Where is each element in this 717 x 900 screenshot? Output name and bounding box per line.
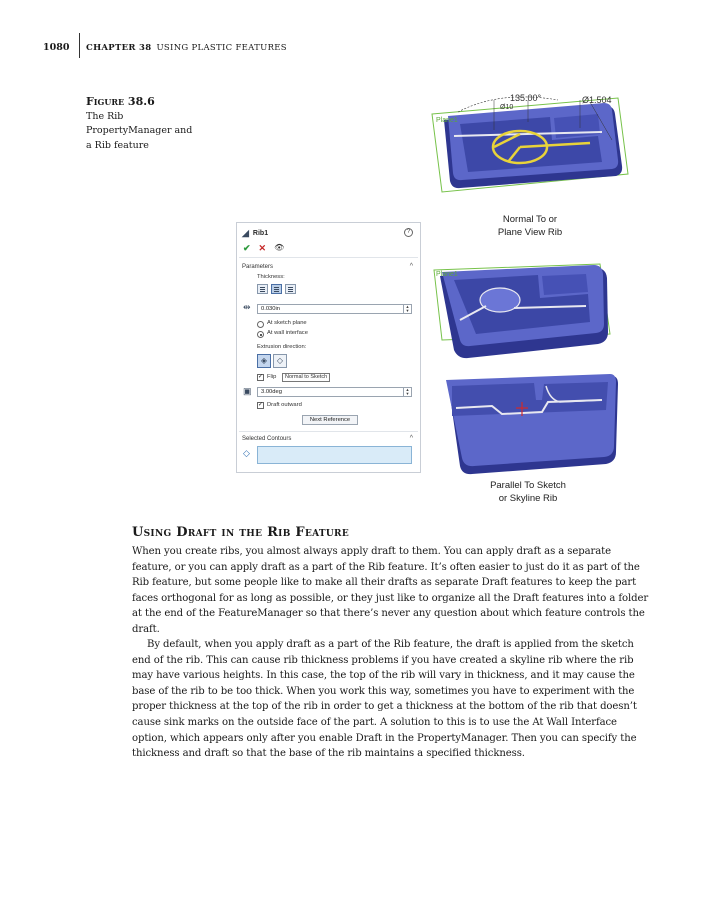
header-divider [79,33,80,58]
normal-to-sketch-tooltip: Normal to Sketch [282,373,330,382]
contour-icon: ◇ [243,448,250,458]
render-normal-to-rib [430,92,630,202]
draft-spinner[interactable]: ▲ ▼ [403,388,411,396]
caption-line: PropertyManager and [86,125,193,136]
pm-title-bar [242,227,268,239]
divider [239,431,418,432]
plane-label: Plane1 [436,117,458,124]
thickness-input[interactable]: 0.030in ▲ ▼ [257,304,412,314]
both-sides-thickness-button[interactable] [271,284,282,294]
draft-outward-label: Draft outward [267,402,302,408]
chevron-up-icon[interactable]: ^ [409,435,413,442]
selected-contours-section-title[interactable]: Selected Contours [242,436,292,442]
part-pocket-right [554,114,600,138]
dimension-small: Ø10 [500,104,514,111]
thickness-label: Thickness: [257,274,285,280]
page-number: 1080 [43,42,70,53]
thickness-spinner[interactable]: ▲ ▼ [403,305,411,313]
dimension-angle: 135.00° [510,93,542,103]
draft-outward-checkbox[interactable]: ✓ [258,402,264,408]
chapter-number: CHAPTER 38 [86,43,152,53]
at-wall-interface-label: At wall interface [267,330,308,336]
flip-material-checkbox[interactable]: ✓ [258,374,264,380]
render-rib-iso [430,262,615,362]
running-header [86,43,287,53]
at-sketch-plane-radio[interactable] [257,321,264,328]
divider [239,257,418,258]
pm-action-buttons [243,243,284,253]
cancel-button[interactable]: ✕ [258,243,267,253]
at-sketch-plane-label: At sketch plane [267,320,307,326]
part-pocket-right [542,274,588,295]
chevron-up-icon[interactable]: ^ [409,263,413,270]
extrusion-direction-label: Extrusion direction: [257,344,307,350]
pm-title: Rib1 [252,229,269,237]
ok-button[interactable]: ✔ [243,243,251,253]
help-icon[interactable]: ? [404,228,413,237]
at-wall-interface-radio[interactable] [257,331,264,338]
plane-label: Plane1 [436,271,458,278]
label-skyline-rib: Parallel To Sketch or Skyline Rib [490,480,566,504]
draft-angle-input[interactable]: 3.00deg ▲ ▼ [257,387,412,397]
thickness-icon: ⇹ [243,302,251,312]
paragraph: By default, when you apply draft as a part of the Rib feature, the draft is applied from the sketch end of the rib. This can cause rib thickness problems if you have created a skyline rib where the rib may have various heights. In this case, the top of the rib will vary in thickness, and it may cause the base of the rib to be too thick. When you work this way, sometimes you have to experiment with the proper thickness at the top of the rib in order to get a thickness at the bottom of the rib that doesn’t cause sink marks on the outside face of the part. A solution to this is to use the At Wall Interface option, which appears only after you enable Draft in the PropertyManager. Then you can specify the thickness and draft so that the base of the rib maintains a specified thickness. [132,639,637,760]
draft-icon[interactable]: ▣ [243,386,252,396]
rib-boss [480,288,520,312]
section-heading: Using Draft in the Rib Feature [132,525,349,540]
flip-material-label: Flip [267,374,277,380]
next-reference-button[interactable]: Next Reference [302,415,358,425]
rib-property-manager [236,222,421,473]
paragraph: When you create ribs, you almost always apply draft to them. You can apply draft as a separate feature, or you can apply draft as a part of the Rib feature. It’s often easier to just do it as part of the Rib feature, but some people like to make all their drafts as separate Draft features to keep the part faces orthogonal for as long as possible, or they just like to organize all the Draft features into a folder at the end of the FeatureManager so that there’s never any question about which feature controls the draft. [132,546,649,635]
preview-button[interactable]: 👁 [274,243,285,252]
body-text [132,544,652,762]
figure-label: Figure 38.6 [86,95,155,108]
label-normal-to-rib: Normal To or Plane View Rib [497,214,563,238]
first-side-thickness-button[interactable] [257,284,268,294]
normal-to-sketch-button[interactable]: ◇ [273,354,287,368]
parallel-to-sketch-button[interactable]: ◈ [257,354,271,368]
figure-caption [86,95,216,153]
selected-contours-list[interactable] [257,446,412,464]
rib-icon: ◢ [242,227,249,238]
render-skyline-rib [442,372,620,477]
caption-line: a Rib feature [86,139,149,151]
chapter-title: USING PLASTIC FEATURES [156,43,287,53]
caption-line: The Rib [86,110,124,122]
parameters-section-title[interactable]: Parameters [242,264,274,270]
second-side-thickness-button[interactable] [285,284,296,294]
dimension-diameter: Ø1.504 [582,95,612,105]
